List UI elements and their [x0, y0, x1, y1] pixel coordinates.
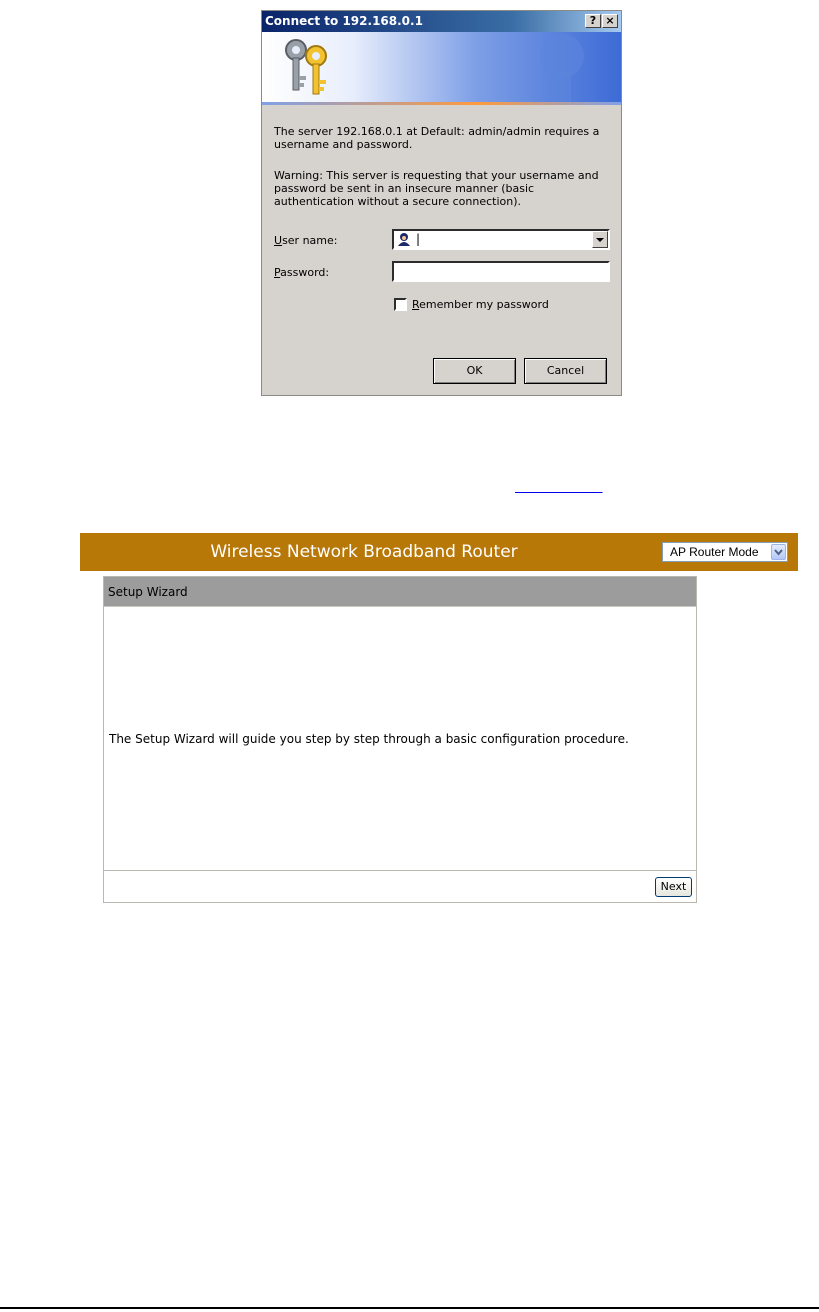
password-label: Password:: [274, 266, 330, 279]
help-button[interactable]: ?: [585, 14, 601, 28]
username-label: User name:: [274, 234, 338, 247]
page-divider: [0, 1307, 819, 1309]
dialog-banner: [262, 32, 621, 102]
dialog-titlebar: [262, 11, 621, 32]
keys-icon: [278, 36, 338, 100]
dropdown-arrow-icon: [593, 232, 607, 247]
username-combobox[interactable]: [392, 229, 610, 250]
server-message: The server 192.168.0.1 at Default: admin/admin requires a username and password.: [274, 125, 600, 151]
wizard-description: The Setup Wizard will guide you step by step through a basic configuration procedure.: [109, 732, 629, 746]
dialog-title: Connect to 192.168.0.1: [265, 14, 423, 28]
router-title: Wireless Network Broadband Router: [210, 542, 518, 562]
ok-button[interactable]: OK: [433, 358, 516, 384]
cancel-button[interactable]: Cancel: [524, 358, 607, 384]
mode-select[interactable]: [662, 542, 788, 562]
key-watermark-icon: [517, 32, 607, 102]
security-warning: Warning: This server is requesting that your username and password be sent in an insecure manner (basic authentication without a secure connection).: [274, 169, 599, 208]
close-button[interactable]: ×: [602, 14, 618, 28]
login-dialog: [261, 10, 622, 396]
username-value[interactable]: |: [416, 232, 421, 246]
banner-divider: [262, 102, 621, 105]
user-icon: [397, 232, 411, 246]
remember-password-checkbox[interactable]: [394, 298, 407, 311]
wizard-header: Setup Wizard: [104, 577, 696, 607]
chevron-down-icon[interactable]: [771, 544, 786, 560]
next-button[interactable]: Next: [655, 877, 692, 897]
mode-select-value: AP Router Mode: [670, 545, 759, 559]
wizard-footer: [104, 870, 696, 902]
router-address-link[interactable]: [515, 480, 603, 496]
remember-password-label[interactable]: Remember my password: [412, 298, 549, 311]
username-dropdown-arrow[interactable]: [592, 231, 608, 248]
password-field[interactable]: [392, 261, 610, 282]
setup-wizard-panel: [103, 576, 697, 903]
router-header: [80, 533, 798, 571]
